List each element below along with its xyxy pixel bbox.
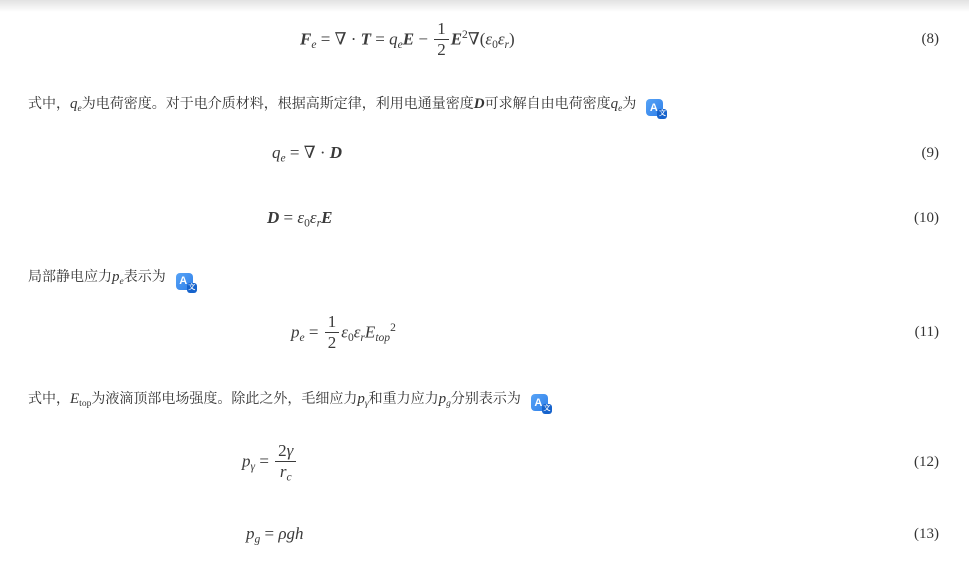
equation-number-12: (12) xyxy=(914,454,939,471)
equation-number-11: (11) xyxy=(914,324,939,341)
equation-formula-9: $q_e$ = ∇ · D xyxy=(272,142,343,164)
paragraph-text: 局部静电应力$p_e$表示为 xyxy=(28,268,166,288)
equation-formula-11: $p_e$ = $\frac{1}{2}$ $\varepsilon_0\varepsilon_rE_{top}^2$ xyxy=(291,312,396,353)
translate-letter: A xyxy=(649,101,658,114)
equation-row-13 xyxy=(0,524,969,545)
paragraph-charge-density xyxy=(0,93,969,119)
paragraph-text: 式中，$E_{top}$为液滴顶部电场强度。除此之外，毛细应力$p_\gamma$和重力应力$p_g$分别表示为 xyxy=(28,389,521,409)
equation-number-13: (13) xyxy=(914,526,939,543)
equation-formula-10: $D = \varepsilon_0\varepsilon_rE$ xyxy=(267,207,333,230)
equation-number-10: (10) xyxy=(914,210,939,227)
equation-row-10 xyxy=(0,208,969,229)
equation-row-9 xyxy=(0,143,969,164)
translate-badge: 文 xyxy=(188,283,196,291)
paragraph-electrostatic-stress xyxy=(0,266,969,292)
translate-letter: A xyxy=(179,275,188,288)
translate-badge: 文 xyxy=(543,405,551,413)
translate-icon[interactable] xyxy=(646,99,666,118)
equation-number-8: (8) xyxy=(921,30,939,47)
equation-formula-13: $p_g = \rho gh$ xyxy=(246,524,304,546)
translate-icon[interactable] xyxy=(176,273,196,291)
top-shadow xyxy=(0,0,969,12)
equation-number-9: (9) xyxy=(921,144,939,161)
equation-row-8 xyxy=(0,20,969,59)
equation-row-12 xyxy=(0,442,969,483)
paragraph-text: 式中，$q_e$为电荷密度。对于电介质材料，根据高斯定律，利用电通量密度D可求解自由电荷密度$q_e$为 xyxy=(28,94,637,114)
equation-row-11 xyxy=(0,313,969,352)
paragraph-capillary-gravity xyxy=(0,388,969,414)
translate-icon[interactable] xyxy=(531,394,551,413)
translate-badge: 文 xyxy=(658,110,666,118)
translate-letter: A xyxy=(534,396,543,409)
equation-formula-8: $F_e$ = ∇ · $T = q_eE$ − $\frac{1}{2}$ $E^2\nabla(\varepsilon_0\varepsilon_r)$ xyxy=(300,19,515,59)
equation-formula-12: $p_\gamma$ = $\frac{2\gamma}{r_c}$ xyxy=(242,442,298,483)
